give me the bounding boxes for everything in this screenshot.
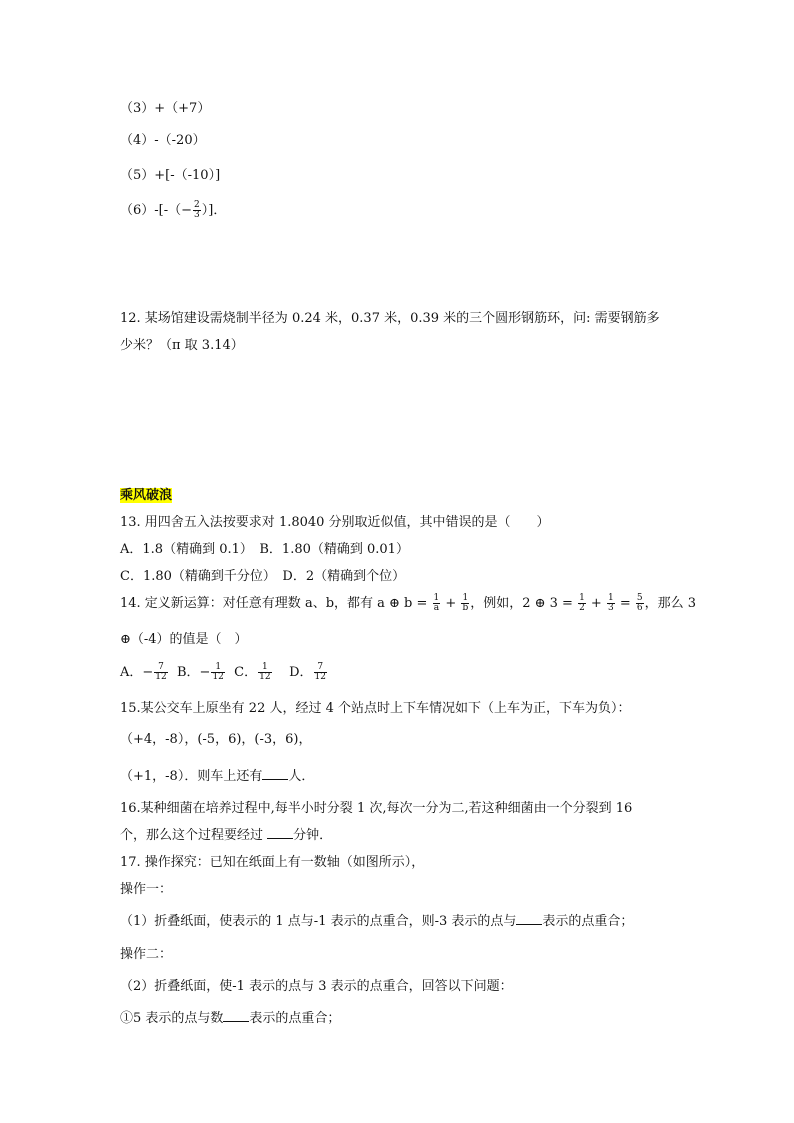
question-14-line-2: ⊕（-4）的值是（ ） [120,632,248,647]
question-17-sub-1: ①5 表示的点与数 表示的点重合； [120,1011,341,1026]
section-title [120,484,172,503]
question-13-options-ab: A．1.8（精确到 0.1） B．1.80（精确到 0.01） [120,542,409,557]
item-6-prefix: （6）-[-（− [120,203,193,218]
question-15-line-3: （+1，-8）．则车上还有 人． [120,769,315,784]
fraction: $\frac{1}{2}$ [579,593,585,613]
fraction: $\frac{5}{6}$ [636,593,643,613]
question-12-line-2: 少米？（π 取 3.14） [120,338,244,353]
question-17-item-2: （2）折叠纸面，使-1 表示的点与 3 表示的点重合，回答以下问题： [120,979,513,994]
item-3: （3）+（+7） [120,101,211,116]
fraction: $\frac{7}{12}$ [314,662,326,682]
fraction: $\frac{1}{12}$ [259,662,271,682]
question-12-line-1: 12. 某场馆建设需烧制半径为 0.24 米，0.37 米，0.39 米的三个圆形钢筋环，问: 需要钢筋多 [120,311,660,326]
operation-1-label: 操作一： [120,882,173,897]
question-14-stem: 14. 定义新运算：对任意有理数 a、b，都有 a ⊕ b = $\frac{1}{a}$ + $\frac{1}{b}$ ，例如，2 ⊕ 3 = $\frac{1}{2}$ + $\frac{1}{3}$ = $\frac{5}{6}$ ，那么 3 [120,593,697,613]
operation-2-label: 操作二： [120,947,173,962]
question-15-line-1: 15.某公交车上原坐有 22 人，经过 4 个站点时上下车情况如下（上车为正，下车为负）： [120,701,631,716]
fraction: $\frac{1}{3}$ [607,593,614,613]
section-title-highlight: 乘风破浪 [120,488,173,503]
fraction: $\frac{7}{12}$ [155,662,167,682]
question-14-options: A．− $\frac{7}{12}$ B．− $\frac{1}{12}$ C． $\frac{1}{12}$ D． $\frac{7}{12}$ [120,662,326,682]
item-5: （5）+[-（-10）] [120,168,221,183]
question-16-line-1: 16.某种细菌在培养过程中,每半小时分裂 1 次,每次一分为二,若这种细菌由一个分裂到 16 [120,801,633,816]
fraction: $\frac{2}{3}$ [194,200,200,220]
item-6 [120,199,226,220]
fraction: $\frac{1}{12}$ [212,662,224,682]
question-13-options-cd: C．1.80（精确到千分位） D．2（精确到个位） [120,569,406,584]
answer-blank [267,827,293,839]
question-15-line-2: （+4，-8），(-5，6)，(-3，6)， [120,732,312,747]
fraction: $\frac{1}{a}$ [433,593,440,613]
question-13-stem: 13. 用四舍五入法按要求对 1.8040 分别取近似值，其中错误的是（ ） [120,515,550,530]
answer-blank [223,1010,249,1022]
item-6-suffix: ）]． [201,203,227,218]
answer-blank [262,768,288,780]
question-16-line-2: 个，那么这个过程要经过 分钟． [120,828,333,843]
question-17-item-1: （1）折叠纸面，使表示的 1 点与-1 表示的点重合，则-3 表示的点与 表示的点重合； [120,914,634,929]
answer-blank [516,913,542,925]
question-17-stem: 17. 操作探究：已知在纸面上有一数轴（如图所示）， [120,855,425,870]
fraction: $\frac{1}{b}$ [462,593,469,613]
item-4: （4）-（-20） [120,133,206,148]
